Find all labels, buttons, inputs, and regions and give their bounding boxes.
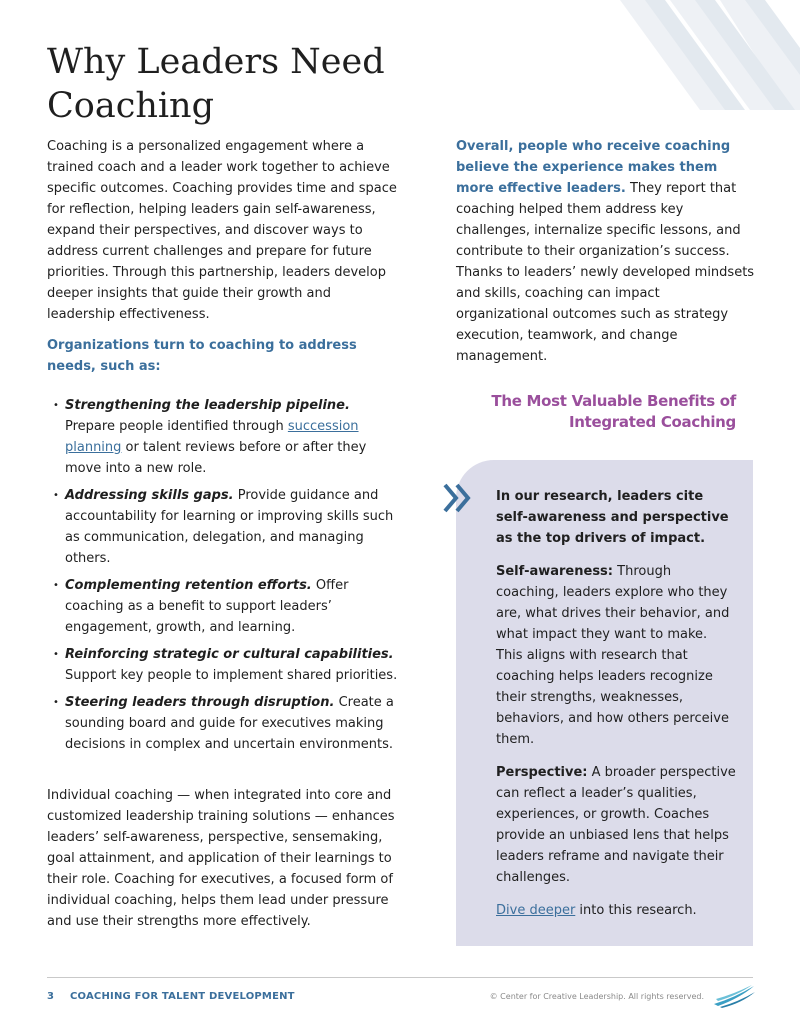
page-title: Why Leaders Need Coaching [47,42,385,126]
list-item: • Steering leaders through disruption. Create a sounding board and guide for executives making decisions in complex and uncertain environments. [47,692,402,755]
bullet-dot-icon: • [53,400,59,411]
footer-divider [47,977,753,978]
callout-content [496,486,736,921]
accent-text: Overall, people who receive coaching believe the experience makes them more effective leaders. [456,139,731,196]
double-chevron-right-icon [440,480,476,516]
publication-title: COACHING FOR TALENT DEVELOPMENT [70,991,295,1002]
needs-list [47,395,402,755]
left-column [47,136,402,932]
orgs-heading: Organizations turn to coaching to address needs, such as: [47,338,357,374]
list-item: • Strengthening the leadership pipeline. Prepare people identified through succession planning or talent reviews before or after they move into a new role. [47,395,402,479]
list-item: • Addressing skills gaps. Provide guidance and accountability for learning or improving skills such as communication, delegation, and managing others. [47,485,402,569]
right-column [456,136,756,367]
ccl-logo-icon [712,984,756,1008]
succession-planning-link[interactable]: succession planning [65,419,359,455]
bullet-dot-icon: • [53,490,59,501]
bullet-dot-icon: • [53,697,59,708]
benefits-heading: The Most Valuable Benefits of Integrated Coaching [491,392,736,431]
self-awareness-paragraph: Self-awareness: Through coaching, leaders explore who they are, what drives their behavior, and what impact they want to make. This aligns with research that coaching helps leaders recognize their strengths, weaknesses, behaviors, and how others perceive them. [496,564,730,747]
list-item: • Reinforcing strategic or cultural capabilities. Support key people to implement shared priorities. [47,644,402,686]
effectiveness-paragraph: Overall, people who receive coaching believe the experience makes them more effective leaders. They report that coaching helped them address key challenges, internalize specific lessons, and contribute to their organization’s success. Thanks to leaders’ newly developed mindsets and skills, coaching can impact organizational outcomes such as strategy execution, teamwork, and change management. [456,139,755,364]
closing-paragraph: Individual coaching — when integrated into core and customized leadership training solutions — enhances leaders’ self-awareness, perspective, sensemaking, goal attainment, and application of their learnings to their role. Coaching for executives, a focused form of individual coaching, helps them lead under pressure and use their strengths more effectively. [47,788,395,929]
page-number: 3 [47,991,54,1002]
copyright-text: © Center for Creative Leadership. All rights reserved. [489,992,704,1001]
list-item: • Complementing retention efforts. Offer coaching as a benefit to support leaders’ engagement, growth, and learning. [47,575,402,638]
bullet-dot-icon: • [53,580,59,591]
decorative-stripes [580,0,800,110]
intro-paragraph: Coaching is a personalized engagement where a trained coach and a leader work together to achieve specific outcomes. Coaching provides time and space for reflection, helping leaders gain self-awareness, expand their perspectives, and discover ways to address current challenges and prepare for future priorities. Through this partnership, leaders develop deeper insights that guide their growth and leadership effectiveness. [47,139,397,322]
dive-deeper-paragraph: Dive deeper into this research. [496,903,697,918]
callout-heading: In our research, leaders cite self-awareness and perspective as the top drivers of impact. [496,489,729,546]
dive-deeper-link[interactable]: Dive deeper [496,903,576,918]
perspective-paragraph: Perspective: A broader perspective can reflect a leader’s qualities, experiences, or growth. Coaches provide an unbiased lens that helps leaders reframe and navigate their challenges. [496,765,736,885]
bullet-dot-icon: • [53,649,59,660]
